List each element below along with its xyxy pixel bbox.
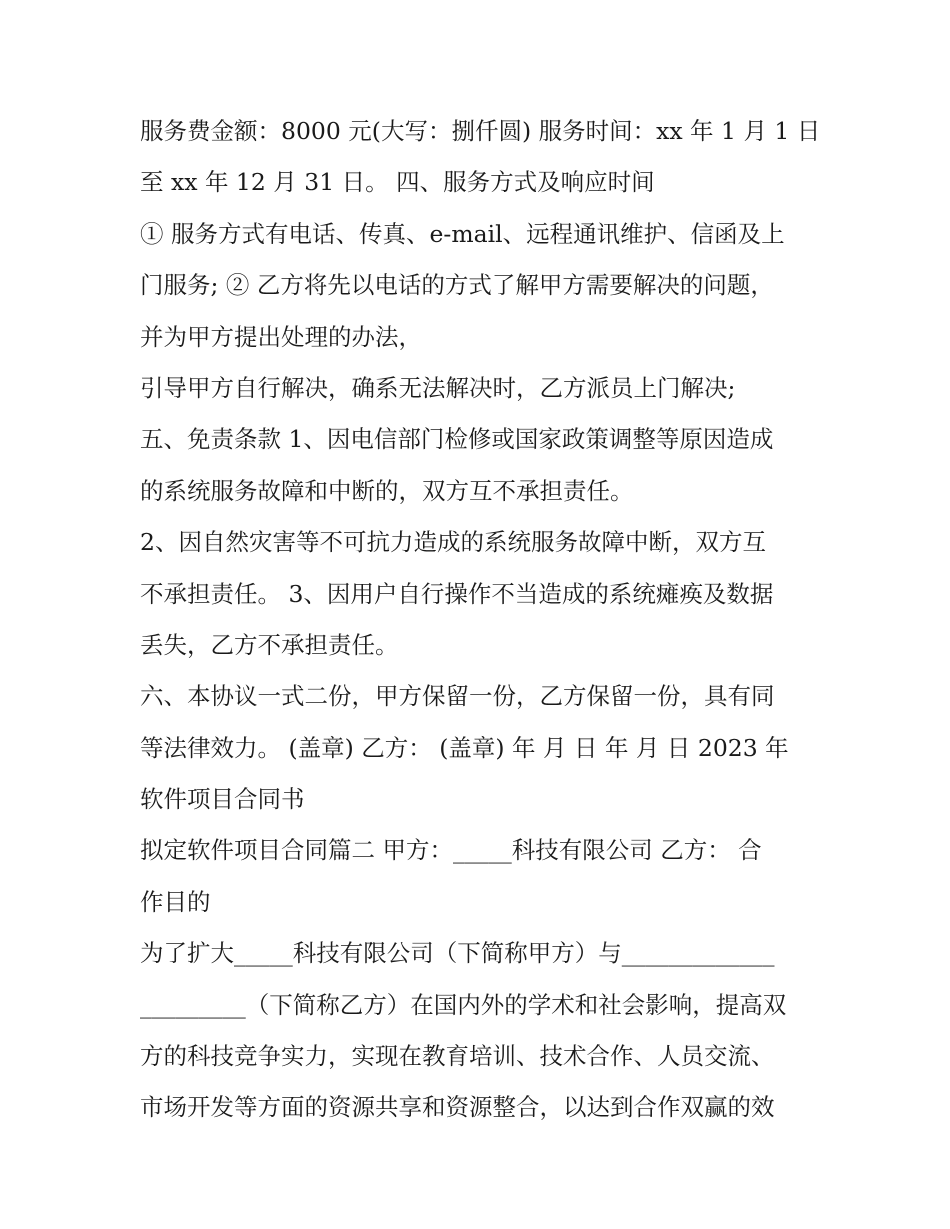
text-line: 2、因自然灾害等不可抗力造成的系统服务故障中断，双方互 <box>140 528 766 557</box>
text-line: ① 服务方式有电话、传真、e-mail、远程通讯维护、信函及上 <box>140 219 785 248</box>
section-title: 软件项目合同书 <box>140 785 305 814</box>
text-line: 不承担责任。 3、因用户自行操作不当造成的系统瘫痪及数据 <box>140 579 774 608</box>
text-line: 至 xx 年 12 月 31 日。 四、服务方式及响应时间 <box>140 168 655 197</box>
text-line: 方的科技竞争实力，实现在教育培训、技术合作、人员交流、 <box>140 1042 775 1071</box>
document-body <box>140 106 820 1134</box>
text-line: 并为甲方提出处理的办法， <box>140 322 422 351</box>
text-line: 的系统服务故障和中断的，双方互不承担责任。 <box>140 476 634 505</box>
text-line: 丢失，乙方不承担责任。 <box>140 630 399 659</box>
text-line: 门服务; ② 乙方将先以电话的方式了解甲方需要解决的问题， <box>140 271 774 300</box>
text-line: 拟定软件项目合同篇二 甲方：_____科技有限公司 乙方： 合 <box>140 836 762 865</box>
text-line: 六、本协议一式二份，甲方保留一份，乙方保留一份，具有同 <box>140 682 775 711</box>
text-line: 服务费金额：8000 元(大写：捌仟圆) 服务时间：xx 年 1 月 1 日 <box>140 117 821 145</box>
text-line: 市场开发等方面的资源共享和资源整合，以达到合作双赢的效 <box>140 1093 775 1122</box>
text-line: 作目的 <box>140 887 211 916</box>
text-line: 为了扩大_____科技有限公司（下简称甲方）与_____________ <box>140 939 775 968</box>
text-line: 等法律效力。 (盖章) 乙方： (盖章) 年 月 日 年 月 日 2023 年 <box>140 733 789 762</box>
text-line: _________（下简称乙方）在国内外的学术和社会影响，提高双 <box>140 990 787 1019</box>
text-line: 五、免责条款 1、因电信部门检修或国家政策调整等原因造成 <box>140 425 774 454</box>
text-line: 引导甲方自行解决，确系无法解决时，乙方派员上门解决; <box>140 373 736 402</box>
